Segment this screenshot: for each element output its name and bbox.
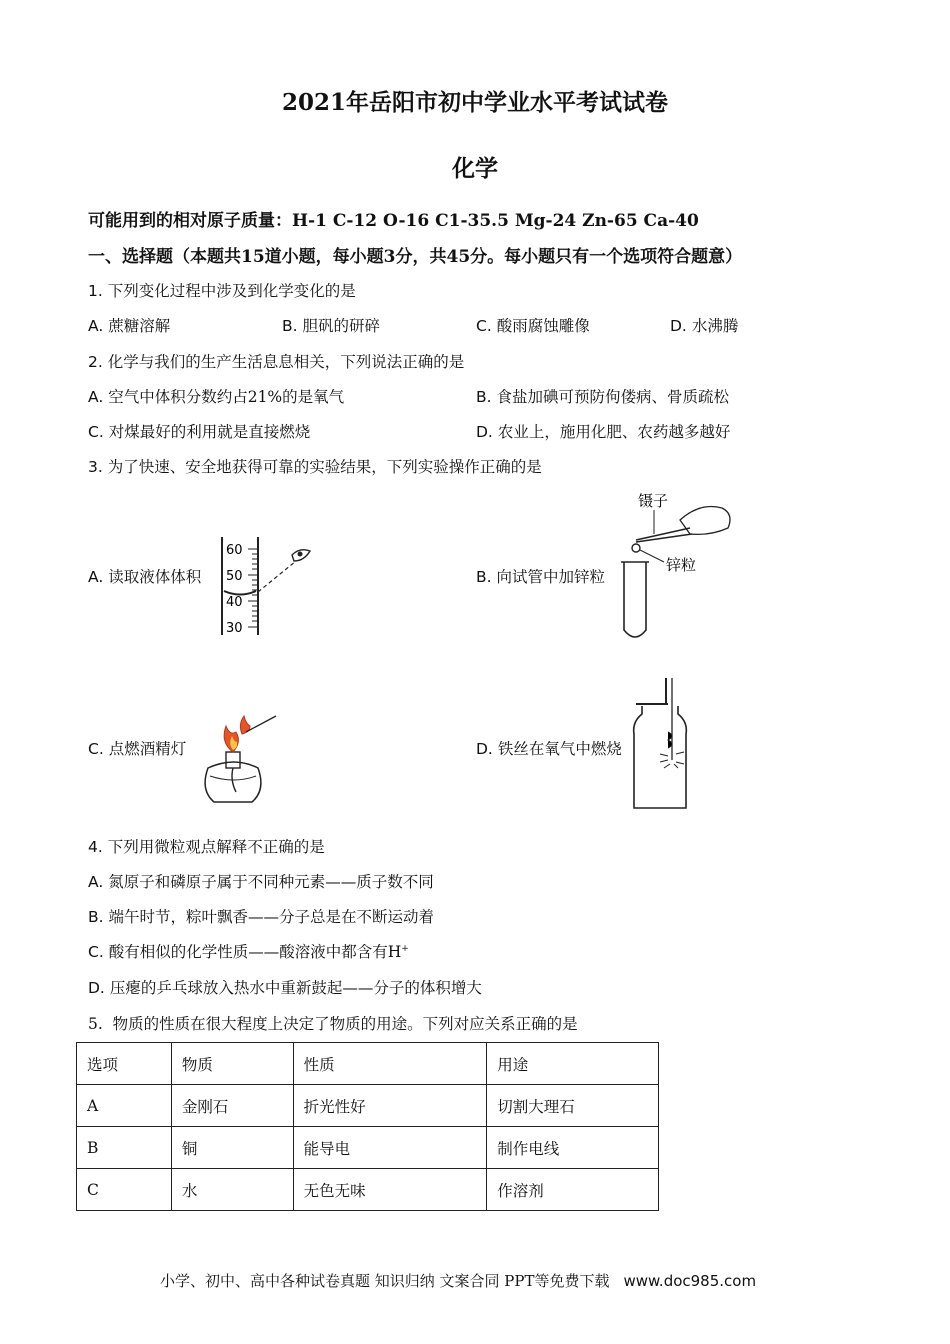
table-cell: 铜 bbox=[171, 1127, 293, 1169]
footer bbox=[160, 1270, 756, 1291]
q4-option-b: B. 端午时节，粽叶飘香——分子总是在不断运动着 bbox=[88, 908, 435, 926]
q1-option-a: A. 蔗糖溶解 bbox=[88, 317, 171, 335]
q1-option-c: C. 酸雨腐蚀雕像 bbox=[476, 317, 590, 335]
subject-title: 化学 bbox=[452, 155, 498, 182]
q4-option-d: D. 压瘪的乒乓球放入热水中重新鼓起——分子的体积增大 bbox=[88, 979, 482, 997]
q3-option-c: C. 点燃酒精灯 bbox=[88, 740, 187, 758]
table-cell: 水 bbox=[171, 1169, 293, 1211]
question-5-stem: 5. 物质的性质在很大程度上决定了物质的用途。下列对应关系正确的是 bbox=[88, 1015, 578, 1033]
table-header-row bbox=[77, 1043, 659, 1085]
table-cell: C bbox=[77, 1169, 172, 1211]
eye-icon bbox=[292, 550, 310, 561]
section-heading: 一、选择题（本题共15道小题，每小题3分，共45分。每小题只有一个选项符合题意） bbox=[88, 247, 743, 267]
table-cell: 切割大理石 bbox=[487, 1085, 659, 1127]
zinc-label: 锌粒 bbox=[666, 556, 697, 574]
table-cell: 折光性好 bbox=[293, 1085, 487, 1127]
test-tube-tweezers-figure bbox=[610, 484, 740, 644]
cylinder-tick-50: 50 bbox=[226, 569, 243, 584]
table-cell: A bbox=[77, 1085, 172, 1127]
table-cell: 作溶剂 bbox=[487, 1169, 659, 1211]
table-cell: 能导电 bbox=[293, 1127, 487, 1169]
cylinder-tick-30: 30 bbox=[226, 621, 243, 636]
q2-option-b: B. 食盐加碘可预防佝偻病、骨质疏松 bbox=[476, 388, 730, 406]
question-3-stem: 3. 为了快速、安全地获得可靠的实验结果，下列实验操作正确的是 bbox=[88, 458, 542, 476]
q3-option-a: A. 读取液体体积 bbox=[88, 568, 202, 586]
q4-option-a: A. 氮原子和磷原子属于不同种元素——质子数不同 bbox=[88, 873, 434, 891]
table-row bbox=[77, 1127, 659, 1169]
oxygen-bottle-figure bbox=[628, 674, 708, 812]
q2-option-a: A. 空气中体积分数约占21%的是氧气 bbox=[88, 388, 345, 406]
q1-option-d: D. 水沸腾 bbox=[670, 317, 739, 335]
q3-option-d: D. 铁丝在氧气中燃烧 bbox=[476, 740, 622, 758]
table-cell: 金刚石 bbox=[171, 1085, 293, 1127]
alcohol-lamp-figure bbox=[190, 712, 280, 810]
table-cell: B bbox=[77, 1127, 172, 1169]
question-4-stem: 4. 下列用微粒观点解释不正确的是 bbox=[88, 838, 325, 856]
test-tube-icon bbox=[624, 562, 646, 637]
atomic-masses: 可能用到的相对原子质量：H-1 C-12 O-16 C1-35.5 Mg-24 Zn-65 Ca-40 bbox=[88, 211, 699, 231]
hand-icon bbox=[680, 507, 730, 535]
table-header-cell: 性质 bbox=[293, 1043, 487, 1085]
table-row bbox=[77, 1169, 659, 1211]
table-header-cell: 选项 bbox=[77, 1043, 172, 1085]
footer-text: 小学、初中、高中各种试卷真题 知识归纳 文案合同 PPT等免费下载 bbox=[160, 1272, 610, 1290]
cylinder-tick-40: 40 bbox=[226, 595, 243, 610]
q5-table bbox=[76, 1042, 659, 1211]
table-cell: 制作电线 bbox=[487, 1127, 659, 1169]
question-1-stem: 1. 下列变化过程中涉及到化学变化的是 bbox=[88, 282, 356, 300]
q1-option-b: B. 胆矾的研碎 bbox=[282, 317, 381, 335]
match-icon bbox=[246, 716, 276, 732]
zinc-granule-icon bbox=[632, 544, 640, 552]
footer-link[interactable]: www.doc985.com bbox=[623, 1272, 757, 1290]
table-row bbox=[77, 1085, 659, 1127]
table-header-cell: 用途 bbox=[487, 1043, 659, 1085]
table-cell: 无色无味 bbox=[293, 1169, 487, 1211]
graduated-cylinder-figure bbox=[212, 535, 322, 641]
table-header-cell: 物质 bbox=[171, 1043, 293, 1085]
question-2-stem: 2. 化学与我们的生产生活息息相关，下列说法正确的是 bbox=[88, 353, 465, 371]
q3-option-b: B. 向试管中加锌粒 bbox=[476, 568, 606, 586]
q2-option-c: C. 对煤最好的利用就是直接燃烧 bbox=[88, 423, 311, 441]
q4-option-c: C. 酸有相似的化学性质——酸溶液中都含有H+ bbox=[88, 943, 409, 961]
q2-option-d: D. 农业上，施用化肥、农药越多越好 bbox=[476, 423, 731, 441]
tweezers-label: 镊子 bbox=[638, 492, 669, 510]
gas-bottle-icon bbox=[634, 706, 687, 808]
page-title: 2021年岳阳市初中学业水平考试试卷 bbox=[281, 89, 668, 116]
cylinder-tick-60: 60 bbox=[226, 543, 243, 558]
